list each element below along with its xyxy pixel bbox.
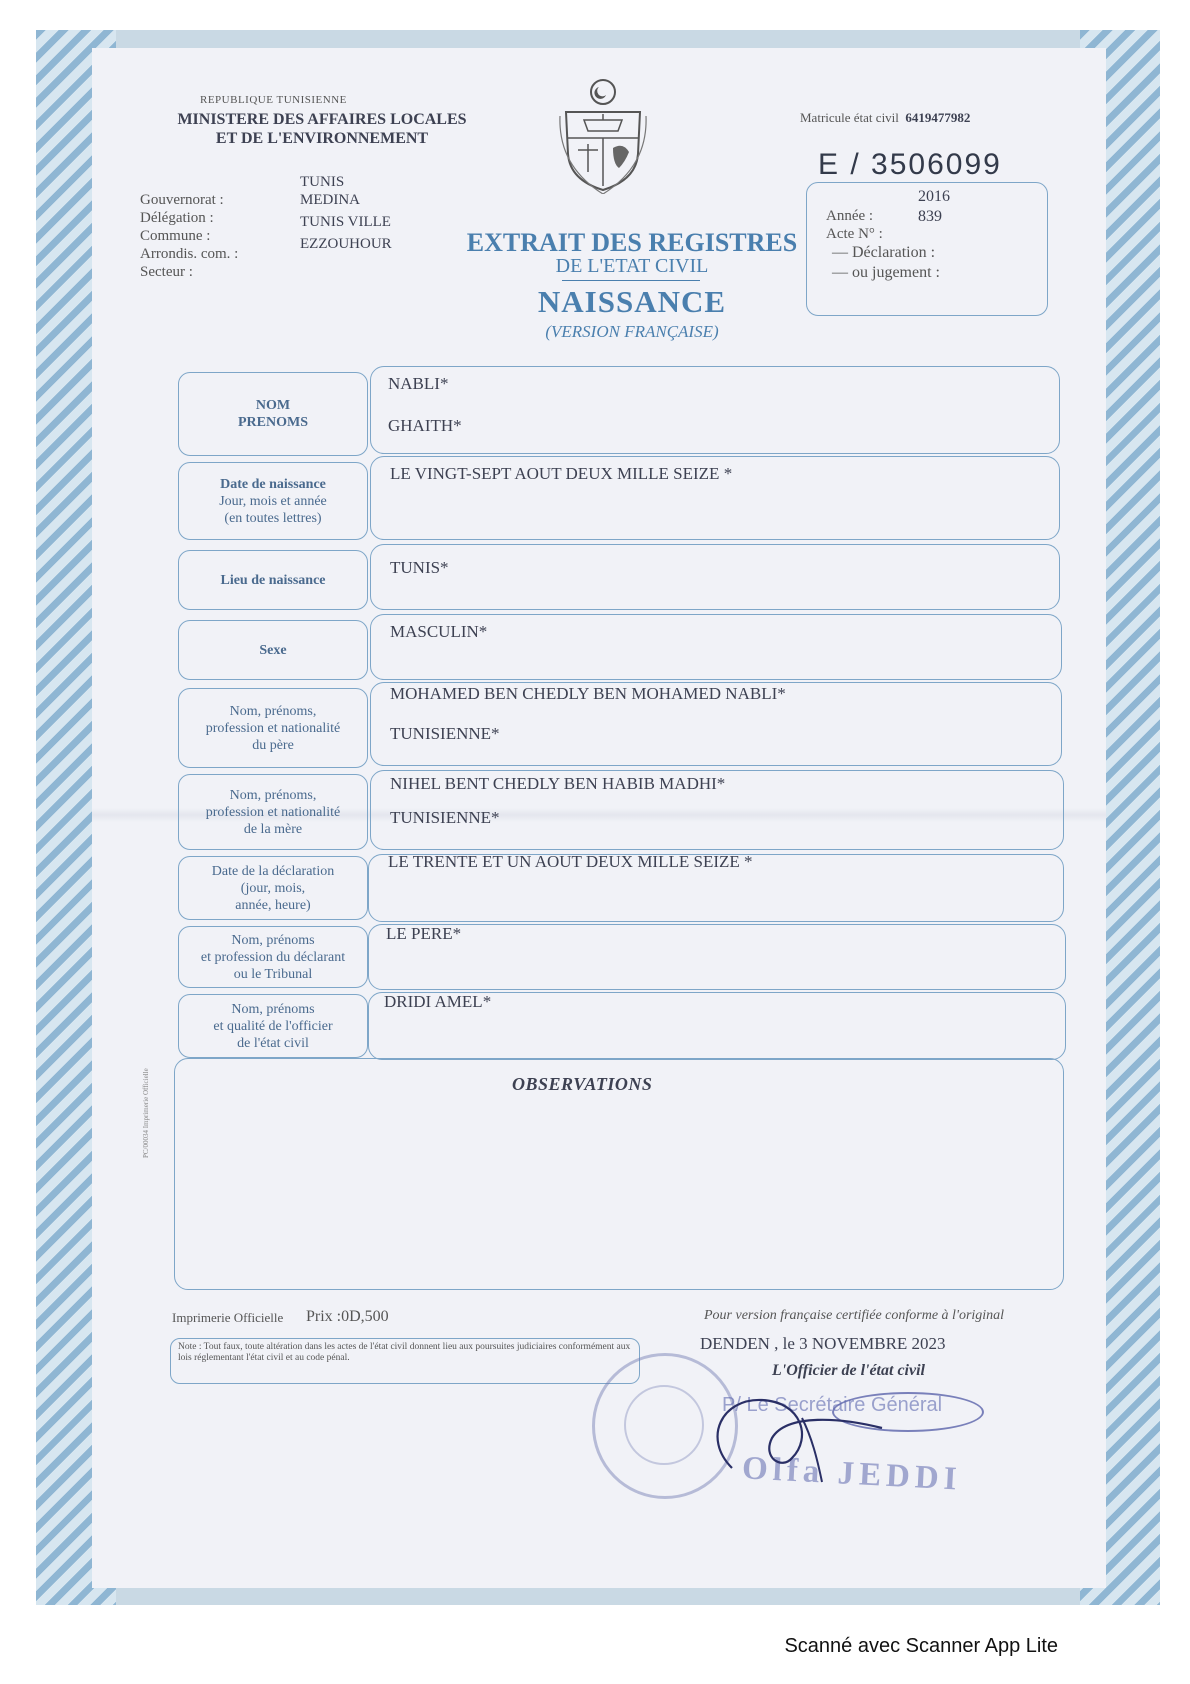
mere-nationalite-value: TUNISIENNE* [390,808,500,827]
date-naissance-value: LE VINGT-SEPT AOUT DEUX MILLE SEIZE * [390,464,733,483]
ministry-line-2: ET DE L'ENVIRONNEMENT [215,130,429,147]
declaration-date-label [178,856,368,920]
annee-label: Année : [826,208,874,224]
nom-prenoms-label [178,372,368,456]
stamp-title: P/ Le Secrétaire Général [722,1394,943,1416]
declaration-date-label-3: année, heure) [235,897,311,913]
certification-text: Pour version française certifiée conforme à l'original [704,1308,1005,1323]
scanner-app-note: Scanné avec Scanner App Lite [784,1635,1058,1657]
pere-nom-value: MOHAMED BEN CHEDLY BEN MOHAMED NABLI* [390,684,786,703]
declarant-field [368,924,1066,990]
declarant-value: LE PERE* [386,924,462,943]
prix-label: Prix :0D,500 [306,1308,389,1325]
mere-nom-value: NIHEL BENT CHEDLY BEN HABIB MADHI* [390,774,726,793]
mere-label [178,774,368,850]
arrondissement-value: EZZOUHOUR [300,236,392,252]
pere-nationalite-value: TUNISIENNE* [390,724,500,743]
mere-label-1: Nom, prénoms, [229,787,317,803]
declaration-date-value: LE TRENTE ET UN AOUT DEUX MILLE SEIZE * [388,852,753,871]
acte-value: 839 [918,208,942,225]
imprimerie-label: Imprimerie Officielle [172,1310,284,1325]
document-title: EXTRAIT DES REGISTRES [466,228,798,257]
jugement-label: — ou jugement : [832,264,940,281]
arrondissement-label: Arrondis. com. : [140,246,239,262]
sexe-value: MASCULIN* [390,622,488,641]
mere-label-2: profession et nationalité [205,804,341,820]
declaration-label: — Déclaration : [832,244,936,261]
stamp-name: Olfa JEDDI [741,1450,963,1498]
nom-value: NABLI* [388,374,449,393]
date-naissance-sub1: Jour, mois et année [219,493,327,509]
annee-value: 2016 [918,188,950,205]
matricule [800,110,970,126]
officier-label-3: de l'état civil [237,1035,309,1051]
declarant-label [178,926,368,988]
ministry-line-1: MINISTERE DES AFFAIRES LOCALES [177,111,467,128]
place-date: DENDEN , le 3 NOVEMBRE 2023 [700,1334,946,1353]
commune-value: TUNIS VILLE [300,214,391,230]
republic-label: REPUBLIQUE TUNISIENNE [200,94,347,106]
pere-label-1: Nom, prénoms, [229,703,317,719]
prenoms-label: PRENOMS [238,415,308,430]
version-label: (VERSION FRANÇAISE) [545,322,719,341]
date-naissance-sub2: (en toutes lettres) [224,510,322,526]
scanned-document [36,30,1160,1605]
acte-label: Acte N° : [826,226,883,242]
officer-title: L'Officier de l'état civil [772,1362,925,1379]
declarant-label-3: ou le Tribunal [233,966,313,982]
lieu-naissance-field [370,544,1060,610]
matricule-value: 6419477982 [905,110,971,125]
officier-label [178,994,368,1058]
pere-label [178,688,368,768]
delegation-value: MEDINA [300,192,360,208]
secteur-label: Secteur : [140,264,193,280]
declaration-date-label-1: Date de la déclaration [211,863,335,879]
certificate-paper [92,48,1106,1588]
lieu-naissance-label: Lieu de naissance [178,550,368,610]
mere-label-3: de la mère [243,821,303,837]
officier-label-2: et qualité de l'officier [213,1018,333,1034]
declaration-date-label-2: (jour, mois, [240,880,306,896]
date-naissance-title: Date de naissance [220,476,326,492]
gouvernorat-value: TUNIS [300,174,345,190]
document-type: NAISSANCE [537,284,727,319]
declarant-label-1: Nom, prénoms [231,932,315,948]
subtitle-rule [562,280,700,281]
prenoms-value: GHAITH* [388,416,462,435]
officier-label-1: Nom, prénoms [231,1001,315,1017]
vertical-print-code: PC/00034 Imprimerie Officielle [142,1068,150,1158]
sexe-label: Sexe [178,620,368,680]
observations-title: OBSERVATIONS [512,1074,653,1094]
nom-label: NOM [255,398,291,413]
signature-icon [692,1378,892,1488]
matricule-label: Matricule état civil [800,110,899,125]
pere-label-2: profession et nationalité [205,720,341,736]
gouvernorat-label: Gouvernorat : [140,192,224,208]
delegation-label: Délégation : [140,210,214,226]
lieu-naissance-value: TUNIS* [390,558,449,577]
legal-note: Note : Tout faux, toute altération dans les actes de l'état civil donnent lieu aux poursuites judiciaires conformément aux lois réglementant l'état civil et au code pénal. [178,1342,631,1363]
declarant-label-2: et profession du déclarant [200,949,346,965]
pere-label-3: du père [252,737,294,753]
document-subtitle: DE L'ETAT CIVIL [555,255,709,277]
coat-of-arms-icon [558,76,648,194]
ministry-name [152,110,492,148]
officier-value: DRIDI AMEL* [384,992,492,1011]
date-naissance-label [178,462,368,540]
registry-number: E / 3506099 [818,148,1002,181]
commune-label: Commune : [140,228,211,244]
nom-prenoms-field [370,366,1060,454]
